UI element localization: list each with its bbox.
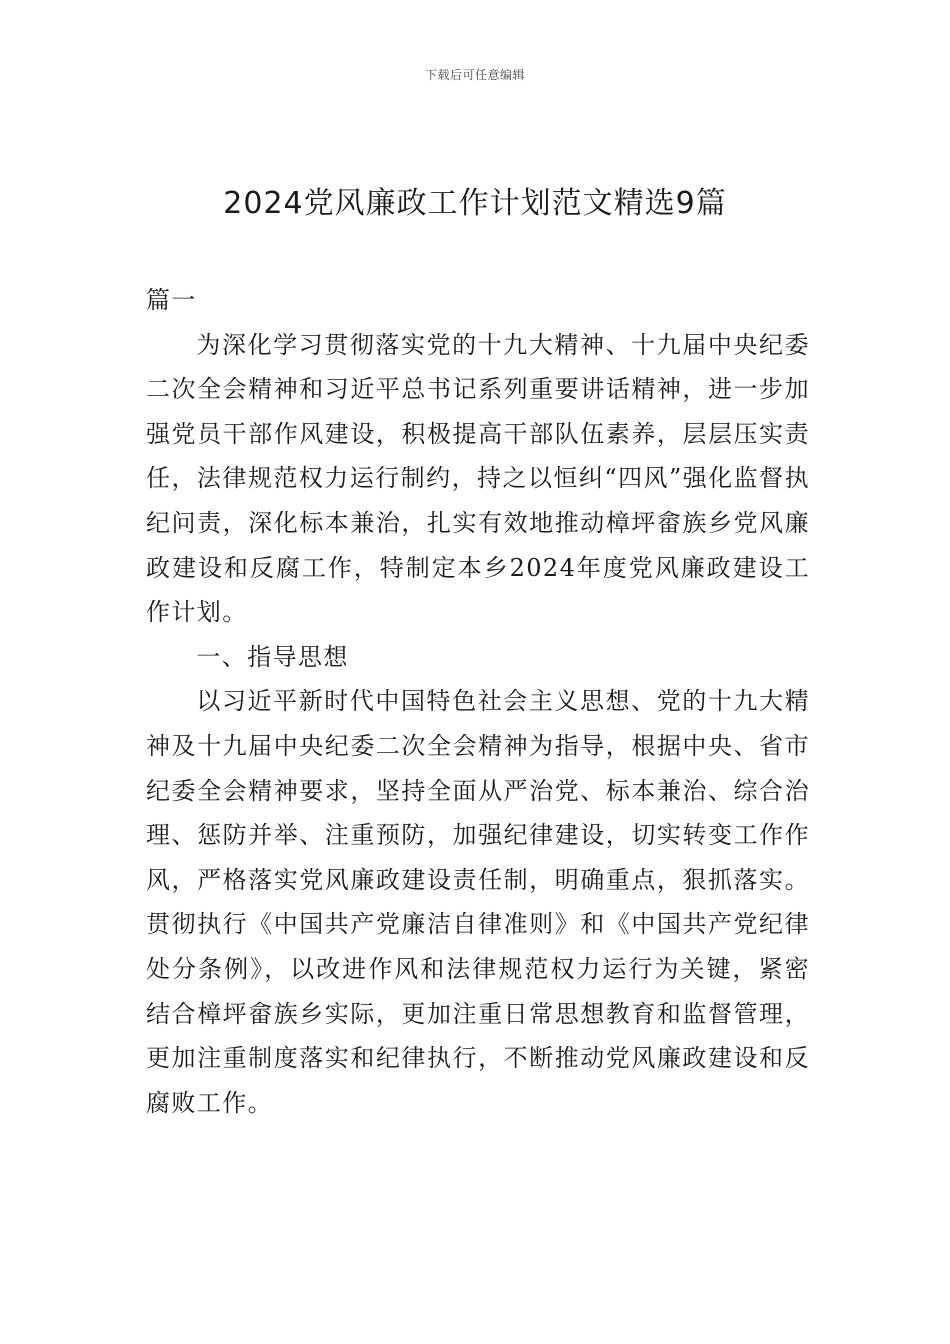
header-note: 下载后可任意编辑	[424, 68, 525, 82]
section-label: 篇一	[146, 286, 197, 314]
paragraph-guiding-ideology: 以习近平新时代中国特色社会主义思想、党的十九大精神及十九届中央纪委二次全会精神为指导，根据中央、省市纪委全会精神要求，坚持全面从严治党、标本兼治、综合治理、惩防并举、注重预防，加强纪律建设，切实转变工作作风，严格落实党风廉政建设责任制，明确重点，狠抓落实。贯彻执行《中国共产党廉洁自律准则》和《中国共产党纪律处分条例》，以改进作风和法律规范权力运行为关键，紧密结合樟坪畲族乡实际，更加注重日常思想教育和监督管理，更加注重制度落实和纪律执行，不断推动党风廉政建设和反腐败工作。	[146, 687, 810, 1117]
paragraph-intro: 为深化学习贯彻落实党的十九大精神、十九届中央纪委二次全会精神和习近平总书记系列重要讲话精神，进一步加强党员干部作风建设，积极提高干部队伍素养，层层压实责任，法律规范权力运行制约，持之以恒纠“四风”强化监督执纪问责，深化标本兼治，扎实有效地推动樟坪畲族乡党风廉政建设和反腐工作，特制定本乡2024年度党风廉政建设工作计划。	[146, 330, 810, 627]
document-body	[146, 278, 810, 1125]
document-title: 2024党风廉政工作计划范文精选9篇	[223, 186, 727, 221]
section-heading-guiding-ideology: 一、指导思想	[196, 642, 349, 671]
